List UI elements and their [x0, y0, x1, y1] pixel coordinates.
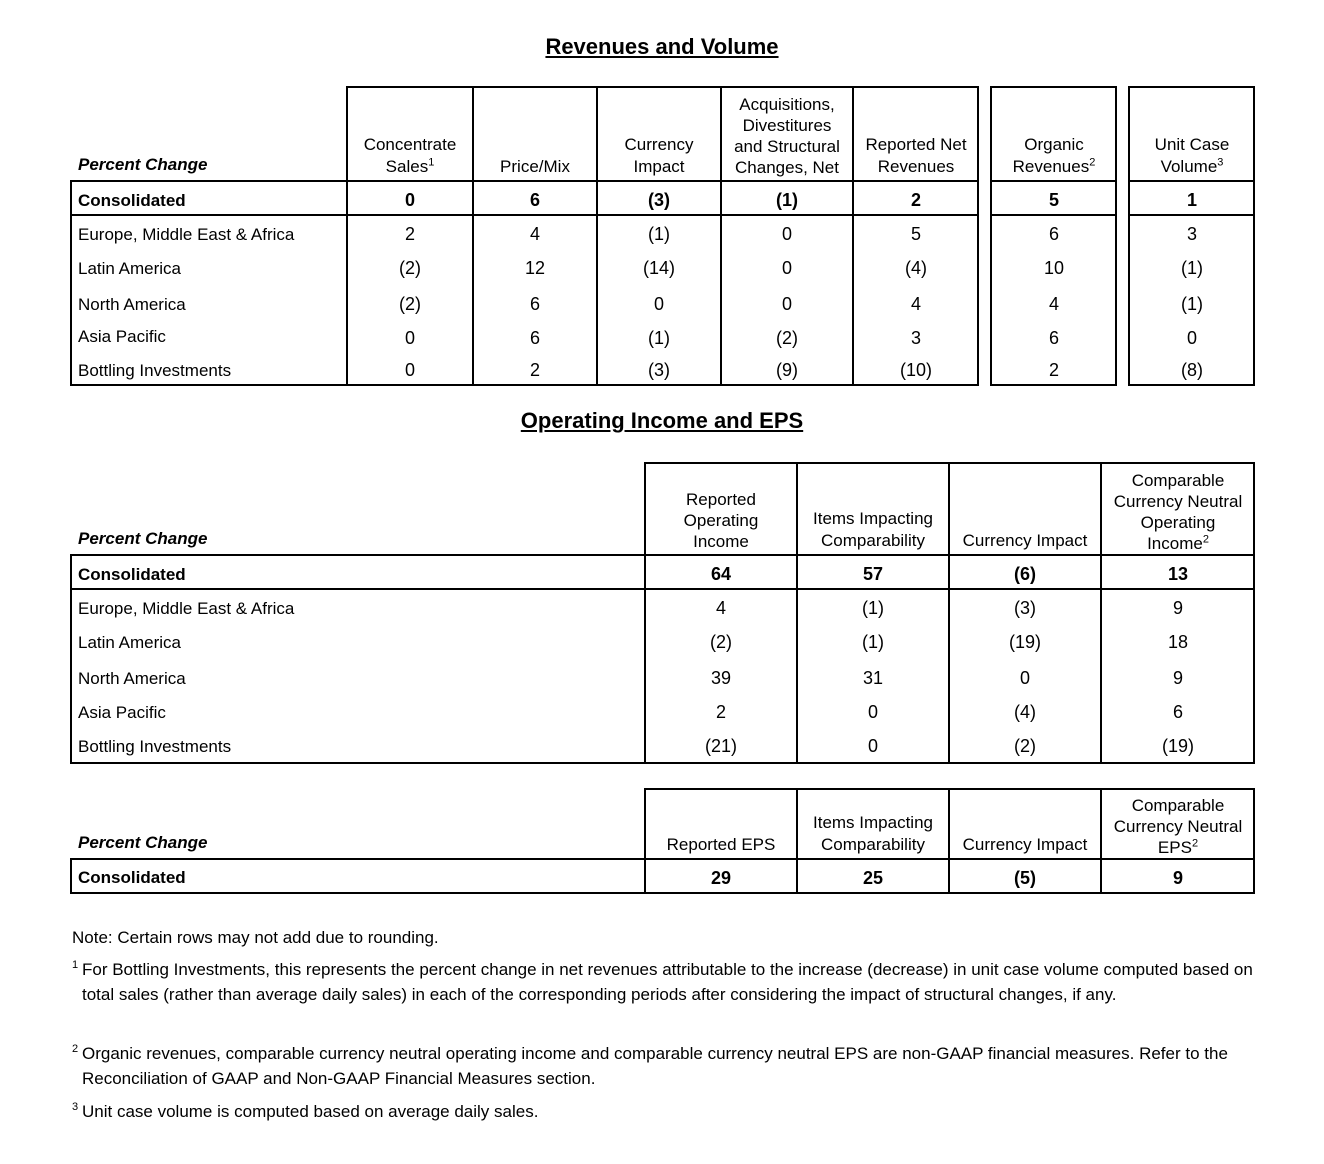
cell: (3) [648, 190, 670, 210]
cell: (6) [1014, 564, 1036, 584]
cell: 6 [1048, 224, 1059, 244]
cell: 0 [404, 190, 415, 210]
cell: 6 [1048, 328, 1059, 348]
cell: 2 [715, 702, 726, 722]
cell: (2) [710, 632, 732, 652]
consolidated-rule [346, 214, 979, 216]
col-header-items-impacting-comparability: Items Impacting Comparability [813, 813, 933, 854]
cell: 57 [862, 564, 884, 584]
cell: 9 [1172, 598, 1183, 618]
cell: (21) [704, 736, 737, 756]
row-label: Latin America [78, 259, 181, 278]
cell: (1) [648, 328, 670, 348]
cell: 31 [862, 668, 884, 688]
col-header-currency-impact: Currency Impact [962, 531, 1088, 550]
cell: (19) [1161, 736, 1194, 756]
cell: (1) [862, 598, 884, 618]
header-rule [70, 858, 1255, 860]
header-rule [346, 180, 979, 182]
cell: 6 [529, 294, 540, 314]
cell: 4 [910, 294, 921, 314]
footnote-1 [72, 957, 1262, 1007]
cell: 9 [1172, 668, 1183, 688]
cell: 0 [1019, 668, 1030, 688]
cell: (1) [648, 224, 670, 244]
table-bottom-rule [70, 892, 646, 894]
cell: (2) [776, 328, 798, 348]
table-bottom-rule [70, 762, 646, 764]
revenues-section-title: Revenues and Volume [545, 34, 779, 59]
footnote-marker: 3 [72, 1101, 79, 1113]
cell: 1 [1186, 190, 1197, 210]
cell: 6 [529, 190, 540, 210]
cell: 4 [1048, 294, 1059, 314]
cell: 0 [781, 224, 792, 244]
col-header-reported-operating-income: Reported Operating Income [683, 490, 759, 551]
header-rule [70, 180, 348, 182]
cell: 0 [781, 294, 792, 314]
row-label: Latin America [78, 633, 181, 652]
row-label: Asia Pacific [78, 703, 166, 722]
cell: (1) [1181, 294, 1203, 314]
row-label: Bottling Investments [78, 361, 232, 380]
cell: 25 [862, 868, 884, 888]
cell: 9 [1172, 868, 1183, 888]
cell: (5) [1014, 868, 1036, 888]
row-label: Consolidated [78, 565, 186, 584]
cell: 6 [1172, 702, 1183, 722]
cell: (14) [642, 258, 675, 278]
consolidated-rule [70, 588, 1255, 590]
row-label: Consolidated [78, 868, 186, 887]
footnote-marker: 1 [72, 959, 79, 971]
header-rule [990, 180, 1117, 182]
cell: (1) [776, 190, 798, 210]
cell: 2 [404, 224, 415, 244]
cell: (8) [1181, 360, 1203, 380]
consolidated-rule [70, 214, 348, 216]
cell: (4) [905, 258, 927, 278]
cell: 18 [1167, 632, 1189, 652]
col-header-acquisitions-divestitures: Acquisitions, Divestitures and Structural Changes, Net [734, 95, 840, 177]
cell: 0 [867, 702, 878, 722]
col-header-comparable-currency-neutral-operating-income: Comparable Currency Neutral Operating Income$^2$ [1113, 471, 1243, 553]
cell: 12 [524, 258, 546, 278]
row-label: Europe, Middle East & Africa [78, 225, 295, 244]
cell: 0 [404, 360, 415, 380]
row-label: Asia Pacific [78, 327, 166, 346]
footnote-text: For Bottling Investments, this represents the percent change in net revenues attributable to the increase (decrease) in unit case volume computed based on total sales (rather than average daily sales) in each of the corresponding periods after considering the impact of structural changes, if any. [82, 960, 1253, 1004]
col-header-currency-impact: Currency Impact [624, 135, 694, 176]
cell: 0 [653, 294, 664, 314]
footnote-3 [72, 1099, 1262, 1124]
row-label: Bottling Investments [78, 737, 232, 756]
cell: (2) [1014, 736, 1036, 756]
footnote-marker: 2 [72, 1043, 79, 1055]
cell: (2) [399, 294, 421, 314]
footnote-text: Unit case volume is computed based on average daily sales. [82, 1102, 539, 1121]
cell: (9) [776, 360, 798, 380]
row-label: Consolidated [78, 191, 186, 210]
header-rule [1128, 180, 1255, 182]
col-header-reported-net-revenues: Reported Net Revenues [865, 135, 967, 176]
col-header-currency-impact: Currency Impact [962, 835, 1088, 854]
cell: 10 [1043, 258, 1065, 278]
col-header-unit-case-volume: Unit Case Volume$^3$ [1154, 135, 1230, 176]
table-left-border [70, 554, 72, 764]
operating-income-section-title: Operating Income and EPS [520, 408, 804, 433]
col-header-reported-eps: Reported EPS [666, 835, 776, 854]
cell: (1) [862, 632, 884, 652]
col-header-comparable-currency-neutral-eps: Comparable Currency Neutral EPS$^2$ [1113, 796, 1243, 857]
col-header-organic-revenues: Organic Revenues$^2$ [1012, 135, 1096, 176]
cell: 3 [1186, 224, 1197, 244]
cell: 2 [910, 190, 921, 210]
percent-change-header: Percent Change [78, 155, 208, 174]
row-label: North America [78, 669, 186, 688]
table-bottom-rule [70, 384, 348, 386]
row-label: Europe, Middle East & Africa [78, 599, 295, 618]
header-rule [70, 554, 1255, 556]
cell: 4 [529, 224, 540, 244]
cell: (4) [1014, 702, 1036, 722]
cell: (10) [899, 360, 932, 380]
footnote-2 [72, 1041, 1262, 1091]
cell: 13 [1167, 564, 1189, 584]
col-header-items-impacting-comparability: Items Impacting Comparability [813, 509, 933, 550]
cell: 39 [710, 668, 732, 688]
cell: 4 [715, 598, 726, 618]
cell: 0 [781, 258, 792, 278]
cell: 3 [910, 328, 921, 348]
col-header-concentrate-sales: Concentrate Sales$^1$ [363, 135, 457, 176]
cell: 5 [1048, 190, 1059, 210]
cell: 64 [710, 564, 732, 584]
cell: (3) [648, 360, 670, 380]
cell: 6 [529, 328, 540, 348]
cell: 2 [529, 360, 540, 380]
cell: 2 [1048, 360, 1059, 380]
col-header-price-mix: Price/Mix [500, 157, 570, 176]
percent-change-header: Percent Change [78, 529, 208, 548]
footnote-text: Organic revenues, comparable currency neutral operating income and comparable currency neutral EPS are non-GAAP financial measures. Refer to the Reconciliation of GAAP and Non-GAAP Financial Measures section. [82, 1044, 1228, 1088]
percent-change-header: Percent Change [78, 833, 208, 852]
consolidated-rule [1128, 214, 1255, 216]
cell: 0 [867, 736, 878, 756]
cell: 29 [710, 868, 732, 888]
cell: (1) [1181, 258, 1203, 278]
row-label: North America [78, 295, 186, 314]
table-left-border [70, 180, 72, 386]
cell: (3) [1014, 598, 1036, 618]
cell: 0 [1186, 328, 1197, 348]
rounding-note: Note: Certain rows may not add due to rounding. [72, 928, 439, 947]
table-left-border [70, 858, 72, 894]
cell: (19) [1008, 632, 1041, 652]
cell: (2) [399, 258, 421, 278]
consolidated-rule [990, 214, 1117, 216]
cell: 5 [910, 224, 921, 244]
cell: 0 [404, 328, 415, 348]
